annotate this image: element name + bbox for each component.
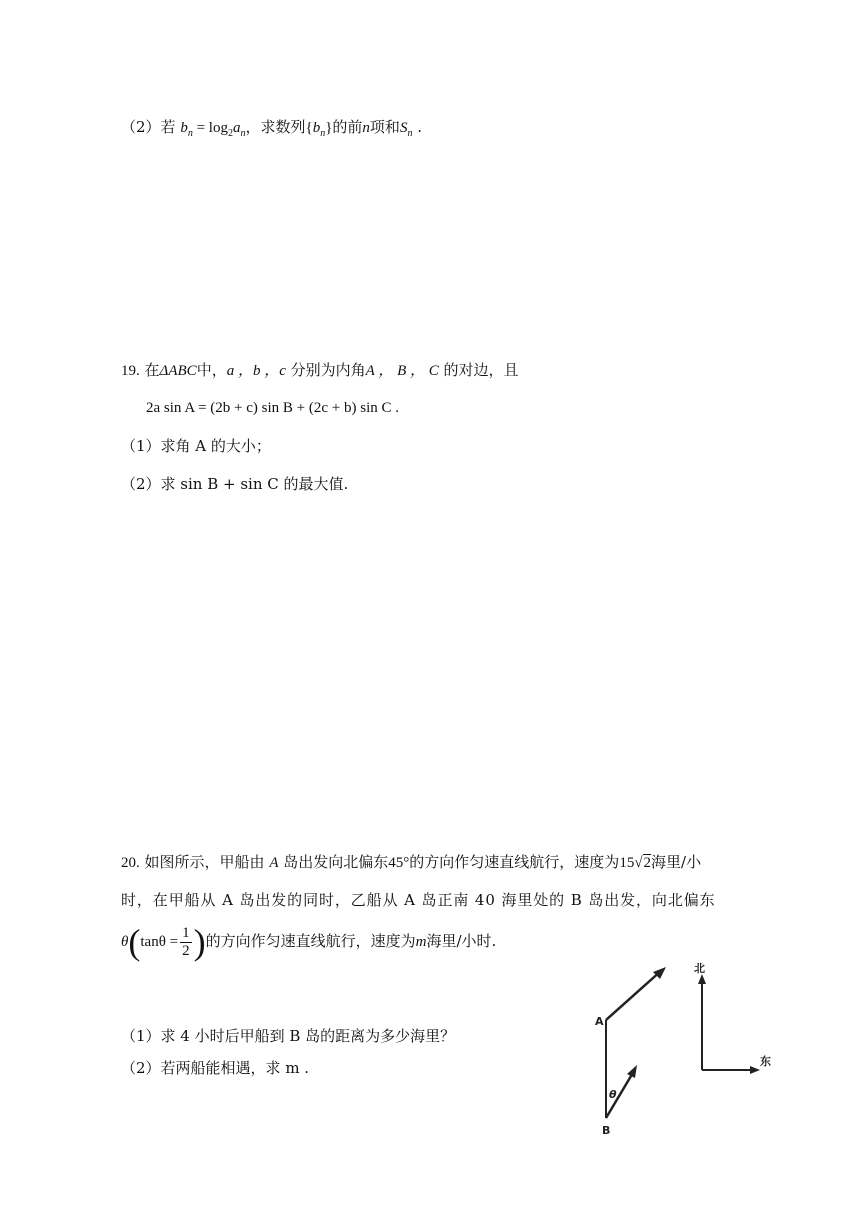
label-theta: θ — [609, 1088, 617, 1101]
q20-line2: 时，在甲船从 A 岛出发的同时，乙船从 A 岛正南 40 海里处的 B 岛出发，向北偏东 — [121, 891, 716, 909]
label-a: A — [595, 1015, 604, 1028]
q18-formula: $b_n = \log_2a_n$ — [180, 120, 246, 139]
q20-part1: （1）求 4 小时后甲船到 B 岛的距离为多少海里？ — [121, 1027, 456, 1045]
navigation-figure — [590, 958, 780, 1142]
label-north: 北 — [694, 962, 705, 975]
q19-stem: 19. 在ΔABC中，a ，b ，c 分别为内角A ， B ， C 的对边，且 — [121, 361, 519, 379]
ship-a-route — [606, 970, 662, 1020]
north-arrow-icon — [698, 974, 706, 984]
q20-line3: θ(tanθ = $\frac{1}{2}$ )的方向作匀速直线航行，速度为m海里/小时. — [121, 922, 497, 962]
q20-line1: 20. 如图所示，甲船由 A 岛出发向北偏东45°的方向作匀速直线航行，速度为15√2海里/小 — [121, 853, 702, 871]
q20-part2: （2）若两船能相遇，求 m . — [121, 1059, 310, 1077]
q19-number: 19. — [121, 363, 140, 379]
q19-part2: （2）求 sin B + sin C 的最大值. — [121, 475, 349, 493]
east-arrow-icon — [750, 1066, 760, 1074]
q20-number: 20. — [121, 855, 140, 871]
label-b: B — [602, 1124, 611, 1137]
q19-equation: 2a sin A = (2b + c) sin B + (2c + b) sin C . — [146, 400, 399, 416]
q19-part1: （1）求角 A 的大小； — [121, 437, 271, 455]
q18-part2: （2）若 $b_n = \log_2a_n$，求数列$\{b_n\}$的前n项和$S_n$ . — [121, 118, 422, 139]
arrow-b-icon — [627, 1065, 637, 1078]
label-east: 东 — [760, 1055, 771, 1068]
q18-part2-index: （2） — [121, 118, 161, 136]
